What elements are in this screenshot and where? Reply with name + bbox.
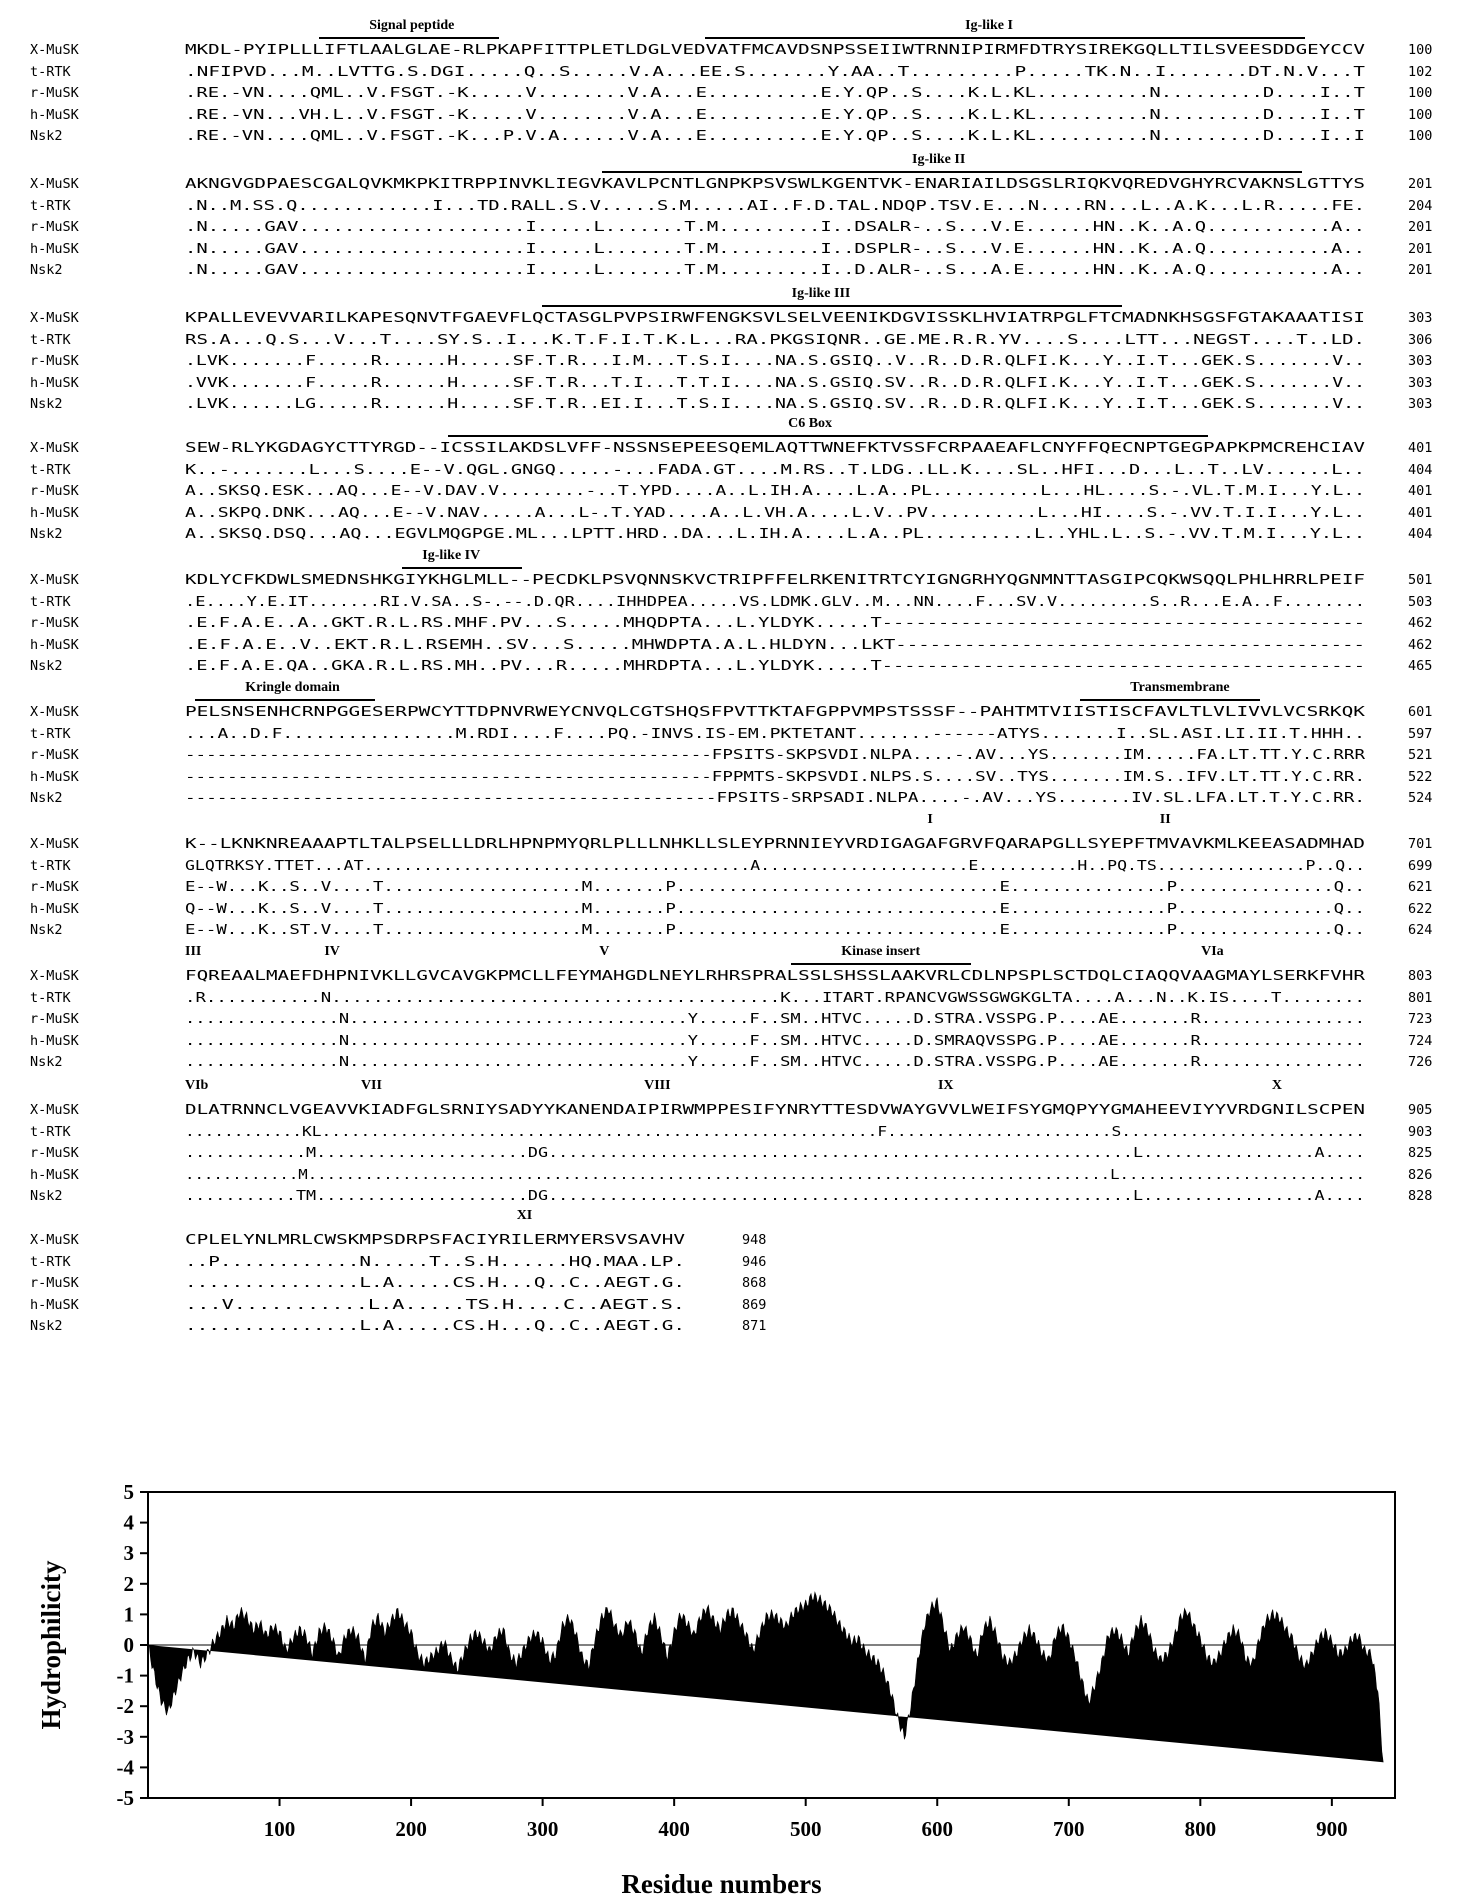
residue-count: 306: [1408, 331, 1433, 348]
sequence-residues: .LVK.......F.....R......H.....SF.T.R...I.M...T.S.I....NA.S.GSIQ..V..R..D.R.QLFI.K...Y..I.T...GEK.S.......V..: [185, 353, 1365, 369]
domain-label: I: [927, 812, 933, 827]
x-tick-label: 200: [395, 1817, 427, 1841]
sequence-name: Nsk2: [30, 1318, 63, 1334]
residue-count: 524: [1408, 790, 1433, 806]
residue-count: 462: [1408, 636, 1433, 653]
residue-count: 201: [1408, 240, 1433, 257]
residue-count: 803: [1408, 968, 1433, 984]
sequence-name: Nsk2: [30, 790, 63, 806]
residue-count: 100: [1408, 42, 1433, 58]
y-tick-label: -2: [116, 1694, 134, 1719]
sequence-name: t-RTK: [30, 1123, 71, 1140]
sequence-residues: DLATRNNCLVGEAVVKIADFGLSRNIYSADYYKANENDAIPIRWMPPESIFYNRYTTESDVWAYGVVLWEIFSYGMQPYYGMAHEEVIYYVRDGNILSCPEN: [185, 1102, 1365, 1118]
domain-bar: [319, 37, 499, 39]
sequence-name: t-RTK: [30, 331, 71, 348]
sequence-residues: --------------------------------------------------FPSITS-SKPSVDI.NLPA....-.AV...YS.......IM.....FA.LT.TT.Y.C.RRR: [185, 747, 1365, 763]
alignment-row: [0, 308, 1476, 328]
alignment-row: [0, 351, 1476, 371]
domain-label: Ig-like II: [912, 152, 966, 167]
alignment-row: [0, 524, 1476, 544]
alignment-row: [0, 920, 1476, 940]
sequence-name: X-MuSK: [30, 572, 79, 588]
alignment-row: [0, 105, 1476, 125]
sequence-residues: A..SKPQ.DNK...AQ...E--V.NAV.....A...L-.T.YAD....A..L.VH.A....L.V..PV..........L...HI....S.-.VV.T.I.I...Y.L..: [185, 504, 1365, 521]
residue-count: 903: [1408, 1123, 1433, 1140]
sequence-name: h-MuSK: [30, 768, 79, 785]
sequence-name: h-MuSK: [30, 1032, 79, 1049]
sequence-name: h-MuSK: [30, 106, 79, 123]
sequence-residues: AKNGVGDPAESCGALQVKMKPKITRPPINVKLIEGVKAVLPCNTLGNPKPSVSWLKGENTVK-ENARIAILDSGSLRIQKVQREDVGHYRCVAKNSLGTTYS: [185, 176, 1365, 192]
sequence-residues: K..-.......L...S....E--V.QGL.GNGQ.....-...FADA.GT....M.RS..T.LDG..LL.K....SL..HFI...D...L..T..LV......L..: [185, 461, 1365, 478]
x-tick-label: 300: [526, 1817, 559, 1841]
alignment-row: [0, 635, 1476, 655]
alignment-row: [0, 877, 1476, 897]
sequence-name: r-MuSK: [30, 1011, 79, 1027]
alignment-row: [0, 174, 1476, 194]
residue-count: 465: [1408, 658, 1433, 674]
sequence-residues: Q--W...K..S..V....T...................M.......P...............................E...............P...............Q..: [185, 900, 1365, 917]
residue-count: 871: [742, 1318, 767, 1334]
sequence-name: h-MuSK: [30, 374, 79, 391]
residue-count: 303: [1408, 310, 1433, 326]
sequence-name: X-MuSK: [30, 704, 79, 720]
residue-count: 946: [742, 1253, 767, 1270]
alignment-row: [0, 83, 1476, 103]
alignment-row: [0, 1230, 1476, 1250]
residue-count: 201: [1408, 176, 1433, 192]
residue-count: 828: [1408, 1188, 1433, 1204]
sequence-name: r-MuSK: [30, 353, 79, 369]
domain-label: Kringle domain: [245, 680, 340, 695]
sequence-residues: E--W...K..S..V....T...................M.......P...............................E...............P...............Q..: [185, 879, 1365, 895]
domain-label: III: [185, 944, 202, 959]
alignment-row: [0, 988, 1476, 1008]
sequence-name: r-MuSK: [30, 483, 79, 499]
alignment-row: [0, 460, 1476, 480]
alignment-row: [0, 656, 1476, 676]
sequence-name: h-MuSK: [30, 900, 79, 917]
hydrophilicity-chart: [0, 1480, 1476, 1896]
sequence-name: Nsk2: [30, 1054, 63, 1070]
domain-label: II: [1159, 812, 1171, 827]
sequence-name: X-MuSK: [30, 836, 79, 852]
sequence-name: Nsk2: [30, 262, 63, 278]
sequence-name: X-MuSK: [30, 1232, 79, 1248]
alignment-row: [0, 373, 1476, 393]
residue-count: 201: [1408, 262, 1433, 278]
alignment-row: [0, 1143, 1476, 1163]
sequence-name: r-MuSK: [30, 219, 79, 235]
sequence-name: r-MuSK: [30, 1145, 79, 1161]
sequence-residues: .NFIPVD...M..LVTTG.S.DGI.....Q..S.....V.A...EE.S.......Y.AA..T.........P.....TK.N..I.......DT.N.V...T: [185, 63, 1365, 80]
sequence-residues: KPALLEVEVVARILKAPESQNVTFGAEVFLQCTASGLPVPSIRWFENGKSVLSELVEENIKDGVISSKLHVIATRPGLFTCMADNKHSGSFGTAKAAATISI: [185, 310, 1365, 326]
alignment-row: [0, 592, 1476, 612]
residue-count: 404: [1408, 461, 1433, 478]
y-tick-label: -4: [116, 1755, 134, 1780]
sequence-residues: ...A..D.F................M.RDI....F....PQ.-INVS.IS-EM.PKTETANT.......------ATYS.......I..SL.ASI.LI.II.T.HHH..: [185, 725, 1365, 742]
domain-label: Ig-like I: [965, 18, 1013, 33]
sequence-residues: E--W...K..ST.V....T...................M.......P...............................E...............P...............Q..: [185, 922, 1365, 938]
domain-label: V: [599, 944, 610, 959]
sequence-name: X-MuSK: [30, 176, 79, 192]
alignment-row: [0, 613, 1476, 633]
sequence-name: h-MuSK: [30, 240, 79, 257]
domain-label: Transmembrane: [1130, 680, 1230, 695]
alignment-row: [0, 196, 1476, 216]
y-tick-label: 5: [123, 1480, 134, 1504]
sequence-residues: PELSNSENHCRNPGGESERPWCYTTDPNVRWEYCNVQLCGTSHQSFPVTTKTAFGPPVMPSTSSSF--PAHTMTVIISTISCFAVLTLVLIVVLVCSRKQK: [185, 704, 1365, 720]
sequence-residues: .N.....GAV....................I.....L.......T.M.........I..DSPLR-..S...V.E......HN..K..A.Q...........A..: [185, 240, 1365, 257]
domain-label: VII: [360, 1078, 382, 1093]
sequence-residues: .E.F.A.E.QA..GKA.R.L.RS.MH..PV...R.....MHRDPTA...L.YLDYK.....T-------------------------------------------: [185, 658, 1365, 674]
alignment-row: [0, 724, 1476, 744]
sequence-residues: ...V...........L.A.....TS.H....C..AEGT.S.: [185, 1296, 685, 1313]
sequence-name: r-MuSK: [30, 1275, 79, 1291]
domain-label: XI: [516, 1208, 533, 1223]
residue-count: 303: [1408, 396, 1433, 412]
residue-count: 597: [1408, 725, 1433, 742]
residue-count: 401: [1408, 483, 1433, 499]
alignment-row: [0, 394, 1476, 414]
residue-count: 100: [1408, 106, 1433, 123]
sequence-residues: .E.F.A.E..A..GKT.R.L.RS.MHF.PV...S.....MHQDPTA...L.YLDYK.....T-------------------------------------------: [185, 615, 1365, 631]
alignment-row: [0, 438, 1476, 458]
sequence-name: h-MuSK: [30, 1296, 79, 1313]
alignment-row: [0, 330, 1476, 350]
residue-count: 401: [1408, 440, 1433, 456]
sequence-name: X-MuSK: [30, 42, 79, 58]
sequence-name: Nsk2: [30, 396, 63, 412]
sequence-residues: A..SKSQ.DSQ...AQ...EGVLMQGPGE.ML...LPTT.HRD..DA...L.IH.A....L.A..PL..........L..YHL.L..S.-.VV.T.M.I...Y.L..: [185, 526, 1365, 542]
sequence-residues: CPLELYNLMRLCWSKMPSDRPSFACIYRILERMYERSVSAVHV: [185, 1232, 685, 1248]
sequence-name: t-RTK: [30, 593, 71, 610]
sequence-residues: GLQTRKSY.TTET...AT.......................................A.....................E..........H..PQ.TS...............P..Q..: [185, 857, 1365, 874]
sequence-residues: ...............N.................................Y.....F..SM..HTVC.....D.STRA.VSSPG.P....AE.......R................: [185, 1011, 1365, 1027]
residue-count: 622: [1408, 900, 1433, 917]
alignment-row: [0, 767, 1476, 787]
sequence-residues: ...............L.A.....CS.H...Q..C..AEGT.G.: [185, 1275, 685, 1291]
residue-count: 100: [1408, 128, 1433, 144]
sequence-residues: MKDL-PYIPLLLIFTLAALGLAE-RLPKAPFITTPLETLDGLVEDVATFMCAVDSNPSSEIIWTRNNIPIRMFDTRYSIREKGQLLTILSVEESDDGEYCCV: [185, 42, 1365, 58]
residue-count: 826: [1408, 1166, 1433, 1183]
sequence-name: t-RTK: [30, 857, 71, 874]
domain-label: X: [1271, 1078, 1283, 1093]
alignment-row: [0, 899, 1476, 919]
residue-count: 624: [1408, 922, 1433, 938]
alignment-row: [0, 966, 1476, 986]
residue-count: 601: [1408, 704, 1433, 720]
domain-label: IX: [937, 1078, 954, 1093]
sequence-name: X-MuSK: [30, 310, 79, 326]
sequence-name: t-RTK: [30, 1253, 71, 1270]
sequence-residues: FQREAALMAEFDHPNIVKLLGVCAVGKPMCLLFEYMAHGDLNEYLRHRSPRALSSLSHSSLAAKVRLCDLNPSPLSCTDQLCIAQQVAAGMAYLSERKFVHR: [185, 968, 1365, 984]
sequence-residues: .E....Y.E.IT.......RI.V.SA..S-.--.D.QR....IHHDPEA.....VS.LDMK.GLV..M...NN....F...SV.V.........S..R...E.A..F........: [185, 593, 1365, 610]
domain-label: IV: [324, 944, 340, 959]
alignment-row: [0, 217, 1476, 237]
sequence-name: X-MuSK: [30, 968, 79, 984]
hydrophilicity-series: [148, 1592, 1383, 1762]
residue-count: 905: [1408, 1102, 1433, 1118]
residue-count: 503: [1408, 593, 1433, 610]
sequence-residues: ............M.....................DG..........................................................L.................A....: [185, 1145, 1365, 1161]
alignment-row: [0, 1052, 1476, 1072]
sequence-name: Nsk2: [30, 922, 63, 938]
domain-label: VIb: [185, 1078, 209, 1093]
x-tick-label: 700: [1053, 1817, 1085, 1841]
sequence-residues: ..P............N.....T..S.H......HQ.MAA.LP.: [185, 1253, 685, 1270]
alignment-row: [0, 570, 1476, 590]
sequence-residues: ............KL.........................................................F.......................S.........................: [185, 1123, 1365, 1140]
x-tick-label: 900: [1316, 1817, 1348, 1841]
sequence-residues: .E.F.A.E..V..EKT.R.L.RSEMH..SV...S.....MHWDPTA.A.L.HLDYN...LKT-----------------------------------------: [185, 636, 1365, 653]
residue-count: 723: [1408, 1011, 1433, 1027]
residue-count: 522: [1408, 768, 1433, 785]
sequence-name: r-MuSK: [30, 747, 79, 763]
sequence-name: Nsk2: [30, 658, 63, 674]
sequence-name: h-MuSK: [30, 1166, 79, 1183]
alignment-row: [0, 1031, 1476, 1051]
alignment-row: [0, 1100, 1476, 1120]
domain-bar: [448, 435, 1208, 437]
alignment-row: [0, 702, 1476, 722]
domain-label: Signal peptide: [369, 18, 455, 33]
residue-count: 303: [1408, 374, 1433, 391]
domain-bar: [602, 171, 1302, 173]
x-tick-label: 100: [263, 1817, 296, 1841]
domain-label: Kinase insert: [841, 944, 921, 959]
residue-count: 869: [742, 1296, 767, 1313]
residue-count: 724: [1408, 1032, 1433, 1049]
residue-count: 621: [1408, 879, 1433, 895]
alignment-row: [0, 1009, 1476, 1029]
sequence-residues: .RE.-VN...VH.L..V.FSGT.-K.....V........V.A...E..........E.Y.QP..S....K.L.KL..........N.........D....I..T: [185, 106, 1365, 123]
sequence-name: r-MuSK: [30, 615, 79, 631]
sequence-name: h-MuSK: [30, 636, 79, 653]
residue-count: 100: [1408, 85, 1433, 101]
residue-count: 462: [1408, 615, 1433, 631]
domain-bar: [705, 37, 1305, 39]
sequence-residues: A..SKSQ.ESK...AQ...E--V.DAV.V........-..T.YPD....A..L.IH.A....L.A..PL..........L...HL....S.-.VL.T.M.I...Y.L..: [185, 483, 1365, 499]
sequence-name: X-MuSK: [30, 440, 79, 456]
sequence-residues: K--LKNKNREAAAPTLTALPSELLLDRLHPNPMYQRLPLLLNHKLLSLEYPRNNIEYVRDIGAGAFGRVFQARAPGLLSYEPFTMVAVKMLKEEASADMHAD: [185, 836, 1365, 852]
alignment-row: [0, 745, 1476, 765]
y-tick-label: 2: [123, 1571, 134, 1596]
sequence-residues: ...............N.................................Y.....F..SM..HTVC.....D.SMRAQVSSPG.P....AE.......R................: [185, 1032, 1365, 1049]
y-tick-label: -3: [116, 1724, 134, 1749]
x-tick-label: 500: [789, 1817, 822, 1841]
sequence-residues: ...............N.................................Y.....F..SM..HTVC.....D.STRA.VSSPG.P....AE.......R................: [185, 1054, 1365, 1070]
sequence-name: t-RTK: [30, 989, 71, 1006]
sequence-residues: ...........TM.....................DG..........................................................L.................A....: [185, 1188, 1365, 1204]
sequence-name: t-RTK: [30, 197, 71, 214]
x-tick-label: 800: [1184, 1817, 1217, 1841]
residue-count: 521: [1408, 747, 1433, 763]
sequence-name: Nsk2: [30, 1188, 63, 1204]
residue-count: 701: [1408, 836, 1433, 852]
residue-count: 699: [1408, 857, 1433, 874]
sequence-residues: .LVK......LG.....R......H.....SF.T.R..EI.I...T.S.I....NA.S.GSIQ.SV..R..D.R.QLFI.K...Y..I.T...GEK.S.......V..: [185, 396, 1365, 412]
x-tick-label: 400: [658, 1817, 690, 1841]
sequence-residues: .RE.-VN....QML..V.FSGT.-K...P.V.A......V.A...E..........E.Y.QP..S....K.L.KL..........N.........D....I..I: [185, 128, 1365, 144]
residue-count: 201: [1408, 219, 1433, 235]
sequence-residues: SEW-RLYKGDAGYCTTYRGD--ICSSILAKDSLVFF-NSSNSEPEESQEMLAQTTWNEFKTVSSFCRPAAEAFLCNYFFQECNPTGEGPAPKPMCREHCIAV: [185, 440, 1365, 456]
y-axis-label: Hydrophilicity: [36, 1560, 66, 1730]
sequence-name: Nsk2: [30, 526, 63, 542]
sequence-name: h-MuSK: [30, 504, 79, 521]
alignment-row: [0, 1316, 1476, 1336]
residue-count: 726: [1408, 1054, 1433, 1070]
y-tick-label: -1: [116, 1663, 134, 1688]
domain-bar: [1080, 699, 1260, 701]
domain-label: VIII: [644, 1078, 671, 1093]
residue-count: 868: [742, 1275, 767, 1291]
y-tick-label: 4: [123, 1510, 134, 1535]
sequence-residues: .N..M.SS.Q............I...TD.RALL.S.V.....S.M.....AI..F.D.TAL.NDQP.TSV.E...N....RN...L..A.K...L.R.....FE.: [185, 197, 1365, 214]
residue-count: 204: [1408, 197, 1433, 214]
residue-count: 801: [1408, 989, 1433, 1006]
sequence-name: t-RTK: [30, 63, 71, 80]
sequence-name: t-RTK: [30, 461, 71, 478]
residue-count: 501: [1408, 572, 1433, 588]
residue-count: 401: [1408, 504, 1433, 521]
alignment-row: [0, 1122, 1476, 1142]
residue-count: 948: [742, 1232, 767, 1248]
sequence-residues: .N.....GAV....................I.....L.......T.M.........I..D.ALR-..S...A.E......HN..K..A.Q...........A..: [185, 262, 1365, 278]
alignment-row: [0, 834, 1476, 854]
y-tick-label: 1: [123, 1602, 134, 1627]
alignment-row: [0, 239, 1476, 259]
residue-count: 825: [1408, 1145, 1433, 1161]
sequence-residues: KDLYCFKDWLSMEDNSHKGIYKHGLMLL--PECDKLPSVQNNSKVCTRIPFFELRKENITRTCYIGNGRHYQGNMNTTASGIPCQKWSQQLPHLHRRLPEIF: [185, 572, 1365, 588]
alignment-row: [0, 1295, 1476, 1315]
residue-count: 303: [1408, 353, 1433, 369]
x-tick-label: 600: [921, 1817, 953, 1841]
domain-bar: [402, 567, 522, 569]
sequence-residues: ............M.....................................................................................L..........................: [185, 1166, 1365, 1183]
sequence-residues: --------------------------------------------------FPSITS-SRPSADI.NLPA....-.AV...YS.......IV.SL.LFA.LT.T.Y.C.RR.: [185, 790, 1365, 806]
alignment-row: [0, 788, 1476, 808]
alignment-row: [0, 62, 1476, 82]
alignment-row: [0, 1273, 1476, 1293]
alignment-row: [0, 260, 1476, 280]
alignment-row: [0, 481, 1476, 501]
domain-bar: [542, 305, 1122, 307]
sequence-residues: .R...........N...........................................K...ITART.RPANCVGWSSGWGKGLTA....A...N..K.IS....T........: [185, 989, 1365, 1006]
alignment-row: [0, 856, 1476, 876]
alignment-row: [0, 503, 1476, 523]
alignment-row: [0, 126, 1476, 146]
domain-label: Ig-like IV: [422, 548, 481, 563]
x-axis-label: Residue numbers: [621, 1869, 822, 1896]
residue-count: 404: [1408, 526, 1433, 542]
alignment-row: [0, 1252, 1476, 1272]
y-tick-label: -5: [116, 1786, 134, 1810]
domain-label: VIa: [1201, 944, 1224, 959]
y-tick-label: 0: [123, 1633, 134, 1657]
residue-count: 102: [1408, 63, 1433, 80]
sequence-residues: ...............L.A.....CS.H...Q..C..AEGT.G.: [185, 1318, 685, 1334]
domain-bar: [195, 699, 375, 701]
domain-label: Ig-like III: [791, 286, 851, 301]
sequence-name: r-MuSK: [30, 85, 79, 101]
sequence-name: r-MuSK: [30, 879, 79, 895]
sequence-residues: .VVK.......F.....R......H.....SF.T.R...T.I...T.T.I....NA.S.GSIQ.SV..R..D.R.QLFI.K...Y..I.T...GEK.S.......V..: [185, 374, 1365, 391]
alignment-row: [0, 40, 1476, 60]
sequence-residues: --------------------------------------------------FPPMTS-SKPSVDI.NLPS.S....SV..TYS.......IM.S..IFV.LT.TT.Y.C.RR.: [185, 768, 1365, 785]
sequence-name: Nsk2: [30, 128, 63, 144]
sequence-residues: RS.A...Q.S...V...T....SY.S..I...K.T.F.I.T.K.L...RA.PKGSIQNR..GE.ME.R.R.YV....S....LTT...NEGST....T..LD.: [185, 331, 1365, 348]
y-tick-label: 3: [123, 1541, 134, 1566]
sequence-name: t-RTK: [30, 725, 71, 742]
sequence-residues: .N.....GAV....................I.....L.......T.M.........I..DSALR-..S...V.E......HN..K..A.Q...........A..: [185, 219, 1365, 235]
sequence-residues: .RE.-VN....QML..V.FSGT.-K.....V........V.A...E..........E.Y.QP..S....K.L.KL..........N.........D....I..T: [185, 85, 1365, 101]
domain-bar: [791, 963, 971, 965]
sequence-name: X-MuSK: [30, 1102, 79, 1118]
hydrophilicity-plot: [0, 1480, 1476, 1896]
alignment-row: [0, 1165, 1476, 1185]
alignment-row: [0, 1186, 1476, 1206]
domain-label: C6 Box: [788, 416, 833, 431]
